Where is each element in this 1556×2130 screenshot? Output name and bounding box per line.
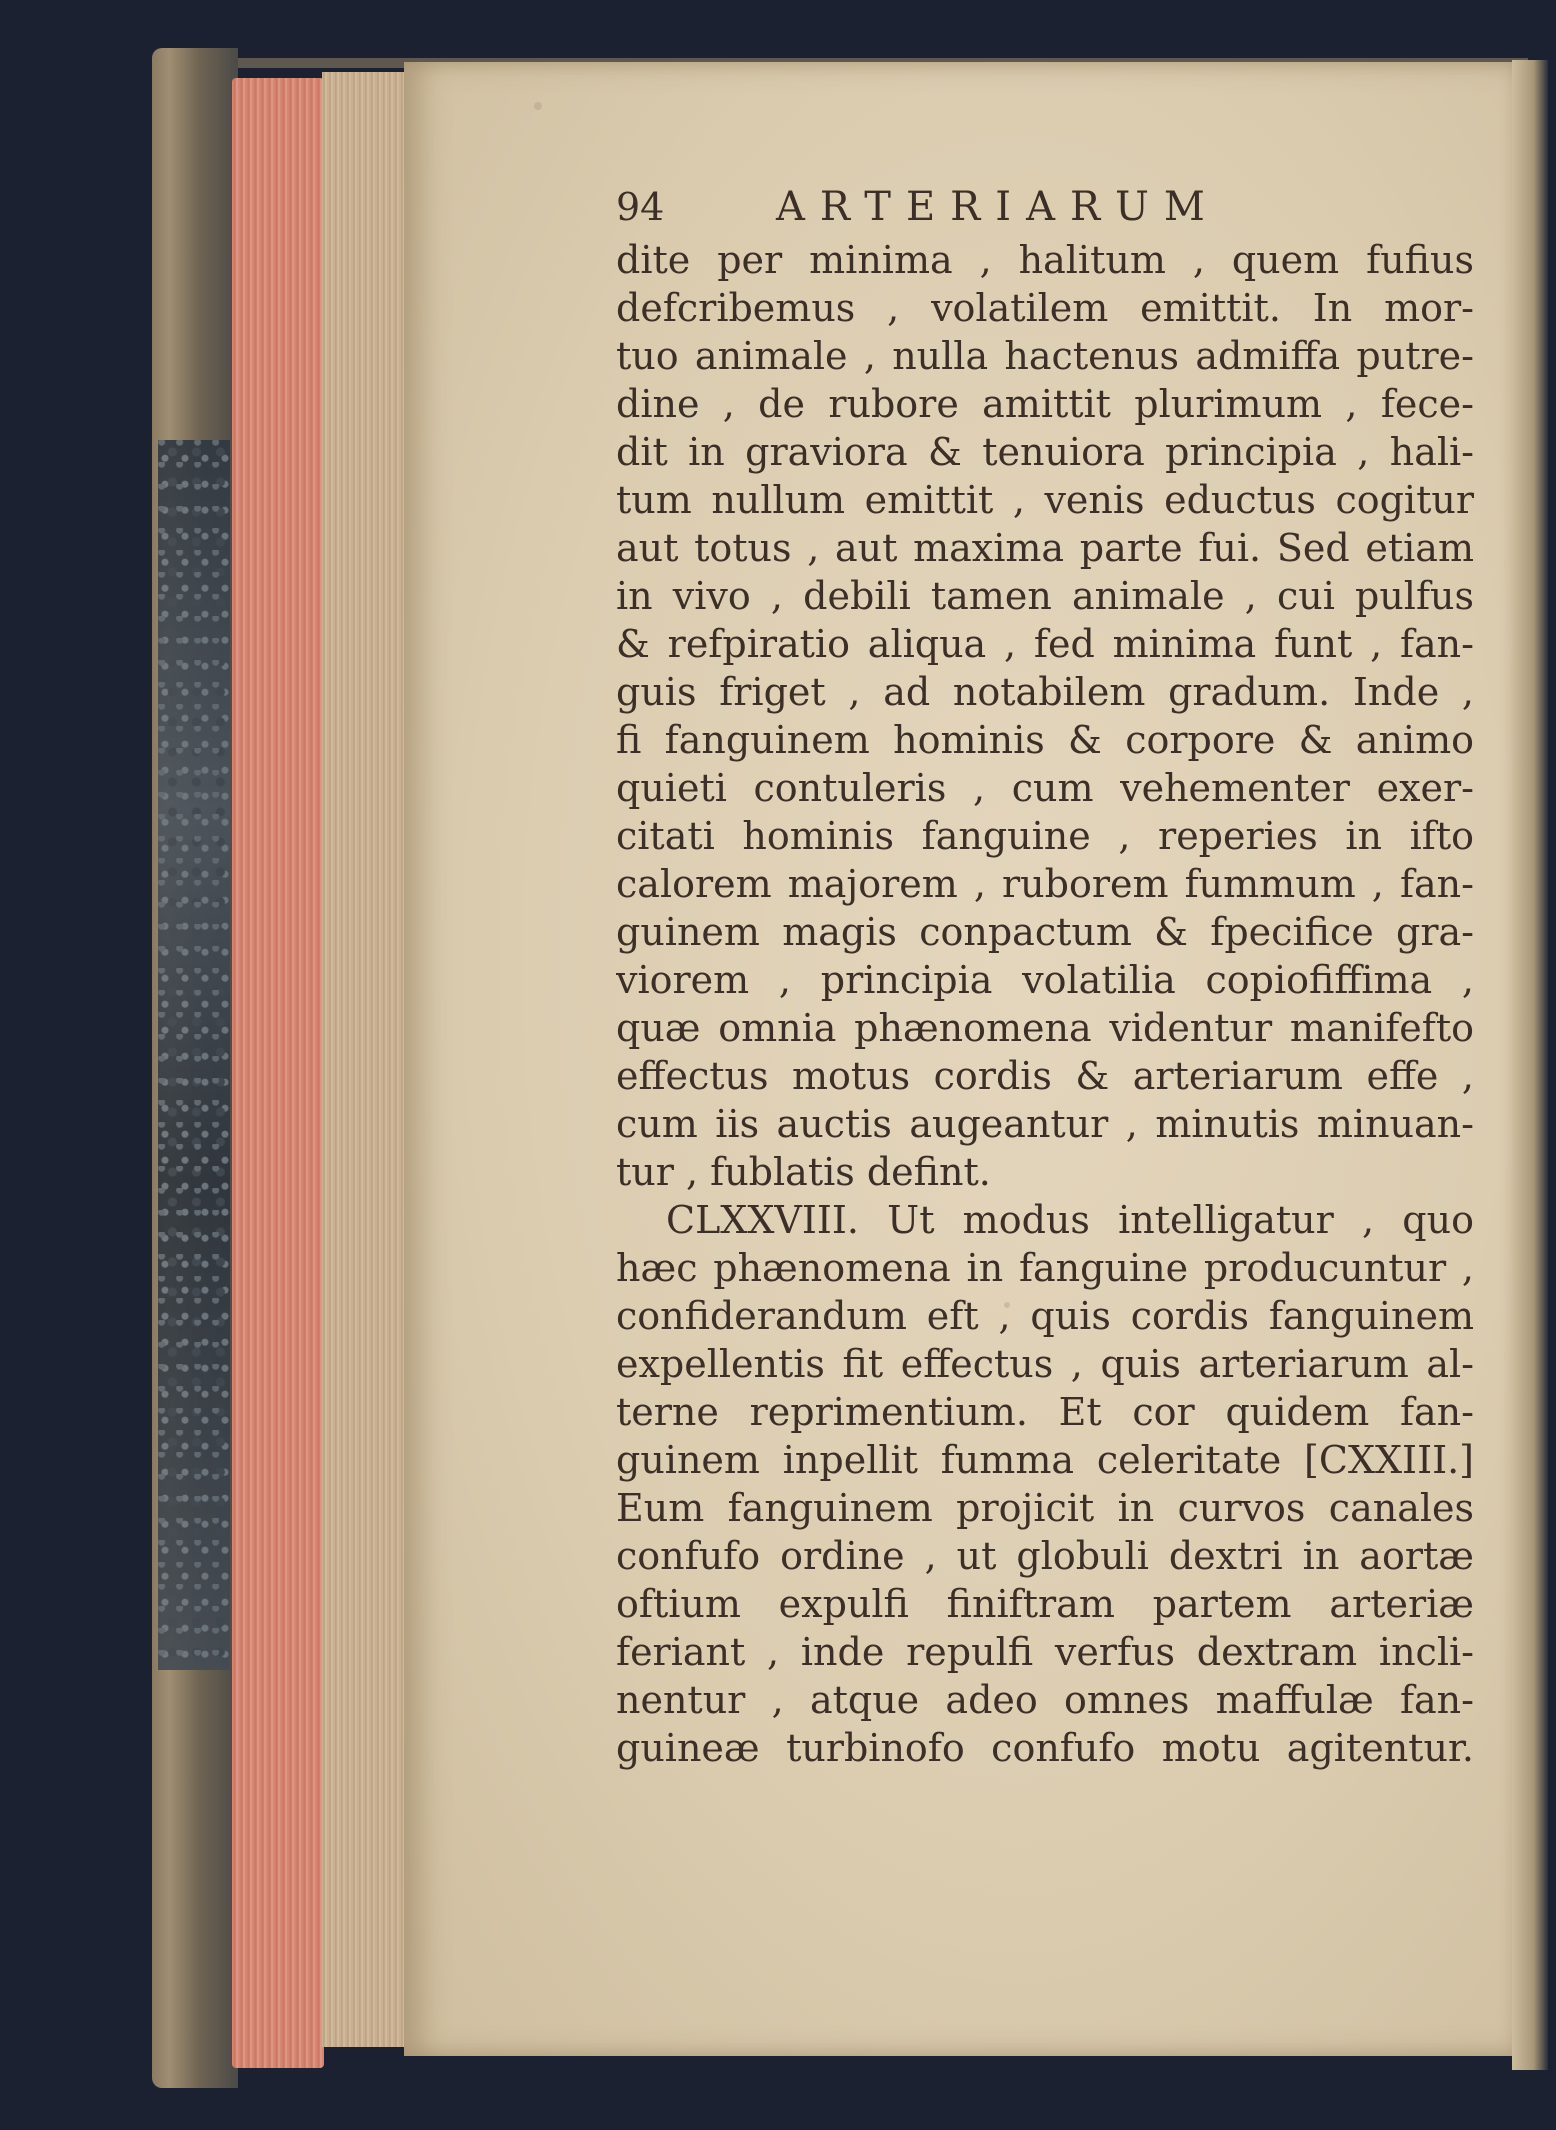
text-line: defcribemus , volatilem emittit. In mor- bbox=[616, 286, 1474, 330]
text-line: guis friget , ad notabilem gradum. Inde , bbox=[616, 670, 1474, 714]
text-line: quieti contuleris , cum vehementer exer- bbox=[616, 766, 1474, 810]
text-line: fi fanguinem hominis & corpore & animo bbox=[616, 718, 1474, 762]
text-line: Eum fanguinem projicit in curvos canales bbox=[616, 1486, 1474, 1530]
text-line: aut totus , aut maxima parte fui. Sed etiam bbox=[616, 526, 1474, 570]
page-header bbox=[616, 178, 1474, 236]
text-line: viorem , principia volatilia copiofiffima , bbox=[616, 958, 1474, 1002]
paragraph-2 bbox=[616, 1196, 1474, 1772]
foxing-spot bbox=[534, 102, 542, 110]
text-line: cum iis auctis augeantur , minutis minuan- bbox=[616, 1102, 1474, 1146]
text-line: & refpiratio aliqua , fed minima funt , fan- bbox=[616, 622, 1474, 666]
text-line: tur , fublatis defint. bbox=[616, 1150, 991, 1194]
marbled-cover bbox=[158, 440, 230, 1670]
page-right-edge bbox=[1512, 60, 1548, 2070]
text-line: guinem inpellit fumma celeritate [CXXIII.] bbox=[616, 1438, 1474, 1482]
text-line: tum nullum emittit , venis eductus cogitur bbox=[616, 478, 1474, 522]
text-line: quæ omnia phænomena videntur manifefto bbox=[616, 1006, 1474, 1050]
text-line: terne reprimentium. Et cor quidem fan- bbox=[616, 1390, 1474, 1434]
text-line: citati hominis fanguine , reperies in ifto bbox=[616, 814, 1474, 858]
text-line: CLXXVIII. Ut modus intelligatur , quo bbox=[666, 1198, 1474, 1242]
text-line: calorem majorem , ruborem fummum , fan- bbox=[616, 862, 1474, 906]
text-line: effectus motus cordis & arteriarum effe , bbox=[616, 1054, 1474, 1098]
paragraph-1 bbox=[616, 236, 1474, 1196]
text-line: feriant , inde repulfi verfus dextram incli- bbox=[616, 1630, 1474, 1674]
text-line: in vivo , debili tamen animale , cui pulfus bbox=[616, 574, 1474, 618]
text-line: confiderandum eft , quis cordis fanguinem bbox=[616, 1294, 1474, 1338]
text-block bbox=[616, 178, 1474, 1772]
text-line: hæc phænomena in fanguine producuntur , bbox=[616, 1246, 1474, 1290]
text-line: dite per minima , halitum , quem fufius bbox=[616, 238, 1474, 282]
text-line: expellentis fit effectus , quis arteriarum al- bbox=[616, 1342, 1474, 1386]
page-edges-red bbox=[232, 78, 324, 2068]
page-number: 94 bbox=[616, 185, 665, 229]
text-line: guineæ turbinofo confufo motu agitentur. bbox=[616, 1726, 1474, 1770]
text-line: tuo animale , nulla hactenus admiffa putre- bbox=[616, 334, 1474, 378]
text-line: oftium expulfi finiftram partem arteriæ bbox=[616, 1582, 1474, 1626]
running-head: ARTERIARUM bbox=[776, 184, 1220, 230]
text-line: dit in graviora & tenuiora principia , hali- bbox=[616, 430, 1474, 474]
text-line: confufo ordine , ut globuli dextri in aortæ bbox=[616, 1534, 1474, 1578]
text-line: guinem magis conpactum & fpecifice gra- bbox=[616, 910, 1474, 954]
page-edges-stack bbox=[322, 72, 408, 2047]
text-line: nentur , atque adeo omnes maffulæ fan- bbox=[616, 1678, 1474, 1722]
text-line: dine , de rubore amittit plurimum , fece- bbox=[616, 382, 1474, 426]
